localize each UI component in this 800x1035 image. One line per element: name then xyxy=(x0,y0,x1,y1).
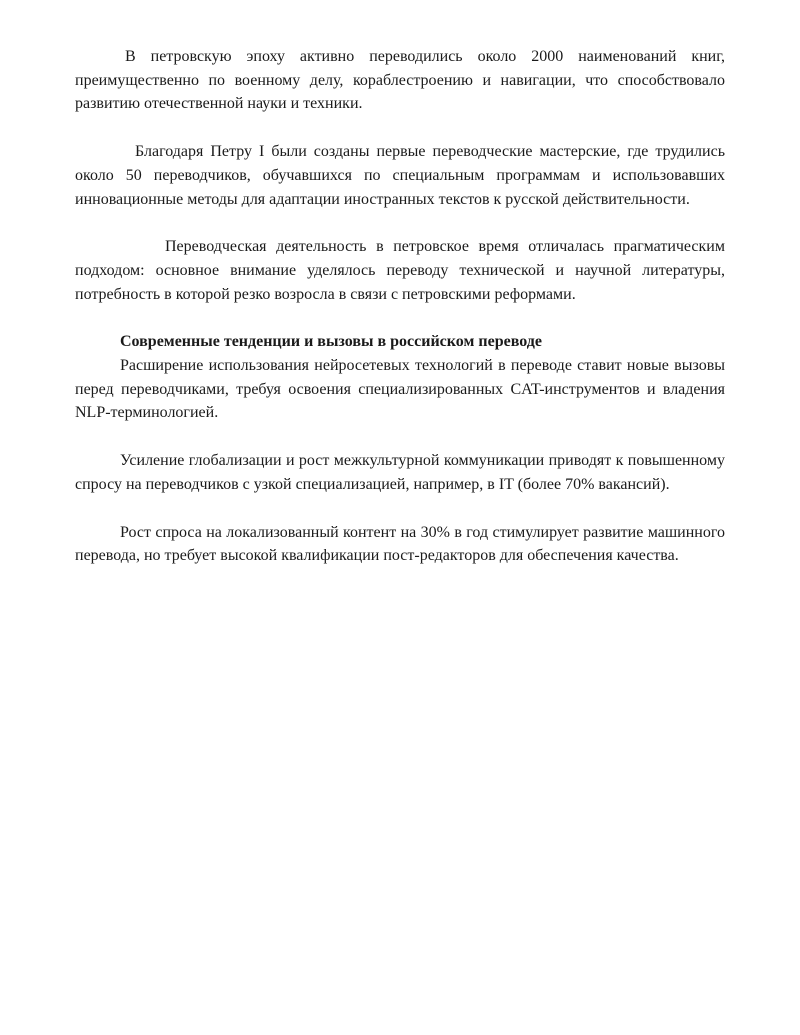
section-heading: Современные тенденции и вызовы в российском переводе xyxy=(120,333,542,351)
paragraph-peter-era-translations: В петровскую эпоху активно переводились около 2000 наименований книг, преимущественно по военному делу, кораблестроению и навигации, что способствовало развитию отечественной науки и техники. xyxy=(75,48,725,113)
paragraph-translation-workshops: Благодаря Петру I были созданы первые переводческие мастерские, где трудились около 50 переводчиков, обучавшихся по специальным программам и использовавших инновационные методы для адаптации иностранных текстов к русской действительности. xyxy=(75,143,725,208)
paragraph-neural-technologies: Расширение использования нейросетевых технологий в переводе ставит новые вызовы перед переводчиками, требуя освоения специализированных CAT-инструментов и владения NLP-терминологией. xyxy=(75,357,725,422)
paragraph-pragmatic-approach: Переводческая деятельность в петровское время отличалась прагматическим подходом: основное внимание уделялось переводу технической и научной литературы, потребность в которой резко возросла в связи с петровскими реформами. xyxy=(75,238,725,303)
document-body xyxy=(75,45,725,592)
paragraph-globalization: Усиление глобализации и рост межкультурной коммуникации приводят к повышенному спросу на переводчиков с узкой специализацией, например, в IT (более 70% вакансий). xyxy=(75,452,725,493)
paragraph-localization-demand: Рост спроса на локализованный контент на 30% в год стимулирует развитие машинного перевода, но требует высокой квалификации пост-редакторов для обеспечения качества. xyxy=(75,523,725,565)
